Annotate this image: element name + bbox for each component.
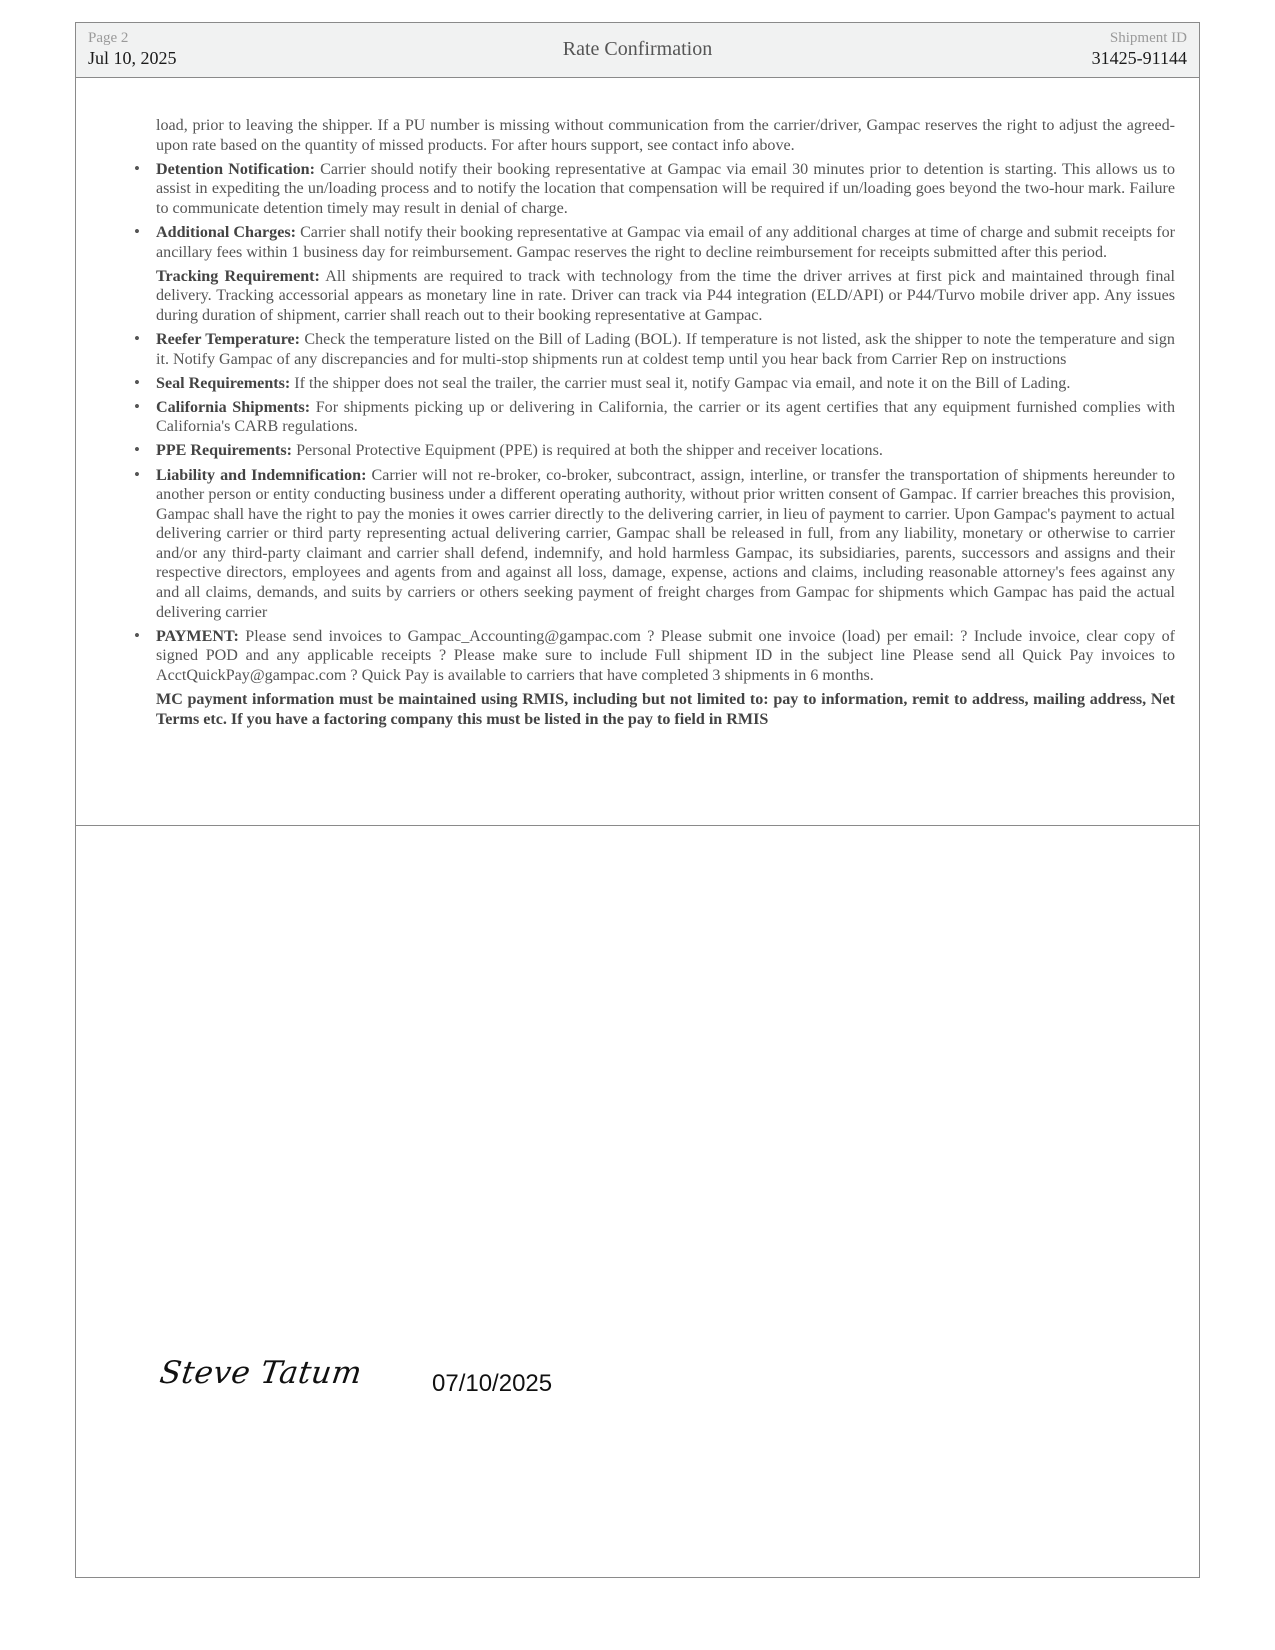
term-mc-payment: MC payment information must be maintained using RMIS, including but not limited to: pay to information, remit to address, mailing address, Net Terms etc. If you have a factoring company this must be listed in the pay to field in RMIS [156,691,1175,728]
term-label: Additional Charges: [156,223,296,241]
term-detention [156,160,1175,219]
term-text: Carrier will not re-broker, co-broker, subcontract, assign, interline, or transfer the transportation of shipments hereunder to another person or entity conducting business under a different operating authority, without prior written consent of Gampac. If carrier breaches this provision, Gampac shall have the right to pay the monies it owes carrier directly to the delivering carrier, in lieu of payment to carrier. Upon Gampac's payment to actual delivering carrier or third party representing actual delivering carrier, Gampac shall be released in full, from any liability, monetary or otherwise to carrier and/or any third-party claimant and carrier shall defend, indemnify, and hold harmless Gampac, its subsidiaries, parents, successors and assigns and their respective directors, employees and agents from and against all loss, damage, expense, actions and claims, including reasonable attorney's fees against any and all claims, demands, and suits by carriers or others seeking payment of freight charges from Gampac for shipments which Gampac has paid the actual delivering carrier [156,466,1175,621]
term-text: For shipments picking up or delivering in California, the carrier or its agent certifies that any equipment furnished complies with California's CARB regulations. [156,398,1175,436]
signature: Steve Tatum [157,1355,365,1391]
terms-list [156,116,1175,734]
document-date: Jul 10, 2025 [88,48,177,68]
term-continuation: load, prior to leaving the shipper. If a PU number is missing without communication from the carrier/driver, Gampac reserves the right to adjust the agreed-upon rate based on the quantity of missed products. For after hours support, see contact info above. [156,117,1175,154]
term-additional-charges [156,223,1175,262]
shipment-id-label: Shipment ID [1109,30,1187,46]
document-page [75,22,1200,1578]
terms-section [76,78,1199,826]
term-label: Tracking Requirement: [156,267,320,285]
term-label: PAYMENT: [156,627,239,645]
header-right [1092,29,1187,69]
term-seal [156,374,1175,394]
document-title: Rate Confirmation [562,38,713,60]
term-text: Carrier shall notify their booking representative at Gampac via email of any additional charges at time of charge and submit receipts for ancillary fees within 1 business day for reimbursement. Gampac reserves the right to decline reimbursement for receipts submitted after this period. [156,223,1175,261]
term-payment [156,627,1175,686]
term-tracking [156,267,1175,326]
term-text: Check the temperature listed on the Bill of Lading (BOL). If temperature is not listed, ask the shipper to note the temperature and sign it. Notify Gampac of any discrepancies and for multi-stop shipments run at coldest temp until you hear back from Carrier Rep on instructions [156,330,1175,368]
term-label: PPE Requirements: [156,442,293,460]
term-liability [156,466,1175,623]
page-number: Page 2 [88,30,129,46]
term-label: Detention Notification: [156,160,315,178]
shipment-id-value: 31425-91144 [1091,48,1187,68]
term-label: Seal Requirements: [156,374,291,392]
signature-date: 07/10/2025 [432,1370,553,1397]
term-text: Personal Protective Equipment (PPE) is required at both the shipper and receiver locations. [292,442,883,460]
term-ppe [156,441,1175,461]
term-text: Carrier should notify their booking representative at Gampac via email 30 minutes prior to detention is starting. This allows us to assist in expediting the un/loading process and to notify the location that compensation will be required if un/loading goes beyond the two-hour mark. Failure to communicate detention timely may result in denial of charge. [156,160,1175,217]
term-label: California Shipments: [156,398,311,416]
term-california [156,398,1175,437]
term-text: All shipments are required to track with technology from the time the driver arrives at first pick and maintained through final delivery. Tracking accessorial appears as monetary line in rate. Driver can track via P44 integration (ELD/API) or P44/Turvo mobile driver app. Any issues during duration of shipment, carrier shall reach out to their booking representative at Gampac. [156,267,1175,324]
term-label: Liability and Indemnification: [156,466,367,484]
term-text: If the shipper does not seal the trailer, the carrier must seal it, notify Gampac via email, and note it on the Bill of Lading. [290,374,1071,392]
term-reefer [156,330,1175,369]
term-label: Reefer Temperature: [156,330,301,348]
page-header [76,23,1199,78]
term-text: Please send invoices to Gampac_Accounting@gampac.com ? Please submit one invoice (load) per email: ? Include invoice, clear copy of signed POD and any applicable receipts ? Please make sure to include Full shipment ID in the subject line Please send all Quick Pay invoices to AcctQuickPay@gampac.com ? Quick Pay is available to carriers that have completed 3 shipments in 6 months. [156,627,1175,684]
